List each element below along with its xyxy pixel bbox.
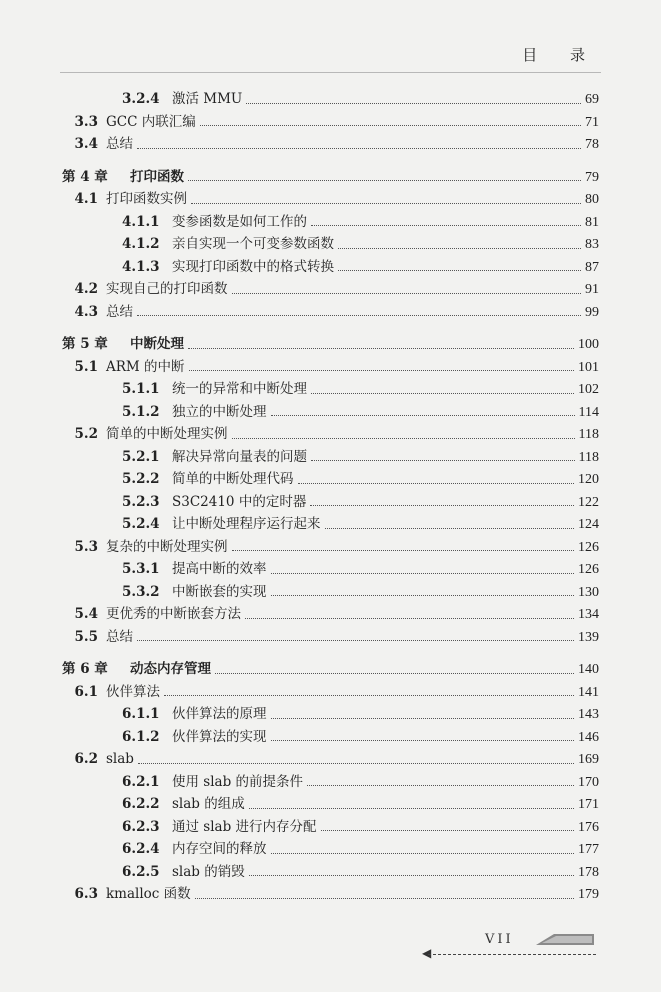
toc-entry-number: 4.1.3 <box>122 258 160 275</box>
toc-entry[interactable] <box>62 166 599 188</box>
toc-entry-page: 118 <box>578 427 599 442</box>
toc-entry[interactable] <box>122 816 599 838</box>
toc-entry-page: 171 <box>578 797 599 812</box>
toc-entry-page: 146 <box>578 729 599 745</box>
toc-entry[interactable] <box>122 726 599 748</box>
dot-leader <box>271 415 575 416</box>
dot-leader <box>321 830 574 831</box>
toc-entry-number: 4.1 <box>74 191 98 207</box>
toc-entry-title: 总结 <box>106 136 133 152</box>
toc-entry[interactable] <box>122 211 599 233</box>
toc-entry-page: 178 <box>578 864 599 880</box>
toc-entry-page: 139 <box>578 629 599 645</box>
toc-entry[interactable] <box>62 626 599 648</box>
toc-entry-title: 总结 <box>106 303 133 320</box>
toc-entry-title: 变参函数是如何工作的 <box>172 213 307 230</box>
toc-entry-title: 中断嵌套的实现 <box>172 583 267 600</box>
toc-entry-title: 总结 <box>106 628 133 645</box>
toc-entry[interactable] <box>122 378 599 400</box>
toc-entry[interactable] <box>122 838 599 860</box>
dot-leader <box>338 270 581 271</box>
toc-entry[interactable] <box>62 748 599 770</box>
page-header: 目 录 <box>522 46 599 64</box>
dot-leader <box>311 225 581 226</box>
header-rule <box>60 72 601 73</box>
toc-entry-number: 6.2.3 <box>122 818 160 835</box>
toc-entry[interactable] <box>62 278 599 300</box>
toc-entry-number: 6.1.2 <box>122 728 160 745</box>
toc-entry[interactable] <box>122 581 599 603</box>
dot-leader <box>307 785 574 786</box>
toc-entry-number: 4.1.1 <box>122 213 160 230</box>
toc-entry-title: 使用 slab 的前提条件 <box>172 773 304 790</box>
toc-entry-page: 130 <box>578 584 599 600</box>
dot-leader <box>137 640 574 641</box>
toc-entry-number: 第 4 章 <box>62 168 108 185</box>
toc-entry-page: 114 <box>578 404 599 420</box>
toc-entry[interactable] <box>122 491 599 513</box>
dot-leader <box>249 875 574 876</box>
toc-entry-title: S3C2410 中的定时器 <box>172 493 307 510</box>
toc-entry-number: 5.3.1 <box>122 561 160 577</box>
toc-entry[interactable] <box>122 256 599 278</box>
dot-leader <box>232 293 582 294</box>
toc-entry-page: 80 <box>585 192 599 207</box>
toc-entry-page: 120 <box>578 472 599 487</box>
toc-entry[interactable] <box>122 401 599 423</box>
dot-leader <box>271 740 575 741</box>
toc-entry-page: 122 <box>578 494 599 510</box>
dot-leader <box>311 460 575 461</box>
toc-entry[interactable] <box>122 88 599 110</box>
toc-entry-number: 5.5 <box>74 628 98 645</box>
dot-leader <box>137 148 581 149</box>
toc-entry[interactable] <box>62 301 599 323</box>
toc-entry-number: 4.3 <box>74 303 98 320</box>
toc-entry-page: 177 <box>578 842 599 857</box>
toc-entry-number: 6.2.4 <box>122 841 160 857</box>
toc-entry-title: 内存空间的释放 <box>172 841 267 857</box>
toc-entry-title: 统一的异常和中断处理 <box>172 381 307 397</box>
toc-entry[interactable] <box>122 703 599 725</box>
page-number-label: VII <box>485 932 514 947</box>
toc-entry-number: 第 6 章 <box>62 661 108 677</box>
dot-leader <box>271 595 575 596</box>
dot-leader <box>215 673 574 674</box>
toc-entry-title: 实现自己的打印函数 <box>106 281 228 297</box>
toc-entry-page: 143 <box>578 707 599 722</box>
dot-leader <box>271 573 575 574</box>
toc-entry-number: 6.2.2 <box>122 796 160 812</box>
toc-entry-title: 简单的中断处理代码 <box>172 471 294 487</box>
toc-entry-title: 伙伴算法的实现 <box>172 728 267 745</box>
toc-entry-number: 6.1 <box>74 683 98 700</box>
toc-entry-page: 126 <box>578 562 599 577</box>
footer-arrow-icon: ◀ <box>422 946 432 960</box>
toc-entry[interactable] <box>62 111 599 133</box>
toc-entry-title: 简单的中断处理实例 <box>106 426 228 442</box>
toc-entry[interactable] <box>122 513 599 535</box>
toc-entry-number: 3.2.4 <box>122 91 160 107</box>
dot-leader <box>271 718 575 719</box>
toc-entry-number: 5.2 <box>74 426 98 442</box>
toc-entry[interactable] <box>122 861 599 883</box>
dot-leader <box>195 898 574 899</box>
toc-entry-number: 5.1.1 <box>122 381 160 397</box>
toc-entry-page: 71 <box>585 114 599 130</box>
dot-leader <box>298 483 575 484</box>
toc-entry[interactable] <box>122 233 599 255</box>
dot-leader <box>138 763 574 764</box>
dot-leader <box>188 348 574 349</box>
toc-entry-page: 118 <box>578 449 599 465</box>
toc-entry-page: 100 <box>578 337 599 352</box>
toc-entry-number: 5.2.2 <box>122 471 160 487</box>
toc-entry-title: 伙伴算法 <box>106 683 160 700</box>
dot-leader <box>232 438 575 439</box>
toc-entry-number: 5.2.3 <box>122 493 160 510</box>
toc-entry-page: 170 <box>578 774 599 790</box>
toc-entry-number: 6.3 <box>74 886 98 902</box>
toc-entry-title: 动态内存管理 <box>130 661 211 677</box>
toc-entry-title: slab 的销毁 <box>172 863 245 880</box>
toc-entry-title: GCC 内联汇编 <box>106 113 196 130</box>
dot-leader <box>310 505 574 506</box>
toc-entry-page: 69 <box>585 92 599 107</box>
toc-entry-title: 通过 slab 进行内存分配 <box>172 818 317 835</box>
toc-entry-number: 5.3.2 <box>122 583 160 600</box>
toc-entry-title: ARM 的中断 <box>106 358 185 375</box>
toc-entry-page: 176 <box>578 819 599 835</box>
toc-entry-number: 5.2.1 <box>122 448 160 465</box>
toc-entry-title: 激活 MMU <box>172 91 243 107</box>
toc-entry-number: 5.1 <box>74 358 98 375</box>
toc-entry-page: 102 <box>578 382 599 397</box>
toc-entry-page: 87 <box>585 259 599 275</box>
toc-entry-page: 78 <box>585 137 599 152</box>
toc-entry-number: 4.2 <box>74 281 98 297</box>
toc-entry-title: slab 的组成 <box>172 796 245 812</box>
toc-entry-page: 134 <box>578 607 599 622</box>
toc-entry-title: slab <box>106 751 134 767</box>
toc-entry-title: 亲自实现一个可变参数函数 <box>172 236 334 252</box>
toc-entry[interactable] <box>122 558 599 580</box>
dot-leader <box>189 370 574 371</box>
toc-entry-title: 让中断处理程序运行起来 <box>172 516 321 532</box>
toc-entry[interactable] <box>62 133 599 155</box>
toc-entry-number: 4.1.2 <box>122 236 160 252</box>
toc-entry[interactable] <box>122 771 599 793</box>
footer-rule <box>428 954 596 955</box>
dot-leader <box>245 618 574 619</box>
toc-entry-number: 6.2.5 <box>122 863 160 880</box>
dot-leader <box>191 203 581 204</box>
toc-entry[interactable] <box>62 603 599 625</box>
toc-entry-page: 126 <box>578 539 599 555</box>
dot-leader <box>164 695 574 696</box>
toc-entry[interactable] <box>122 446 599 468</box>
toc-entry-page: 79 <box>585 169 599 185</box>
toc-entry-page: 141 <box>578 684 599 700</box>
dot-leader <box>232 550 575 551</box>
toc-entry-number: 3.3 <box>74 113 98 130</box>
dot-leader <box>271 853 575 854</box>
dot-leader <box>200 125 581 126</box>
toc-entry-title: 中断处理 <box>130 336 184 352</box>
toc-entry[interactable] <box>62 333 599 355</box>
toc-entry-title: kmalloc 函数 <box>106 886 191 902</box>
toc-entry-title: 解决异常向量表的问题 <box>172 448 307 465</box>
toc-entry-page: 179 <box>578 887 599 902</box>
toc-entry-page: 91 <box>585 282 599 297</box>
toc-entry-title: 复杂的中断处理实例 <box>106 538 228 555</box>
toc-entry-title: 打印函数 <box>130 168 184 185</box>
toc-entry-title: 打印函数实例 <box>106 191 187 207</box>
toc-entry-page: 99 <box>585 304 599 320</box>
toc-entry-page: 124 <box>578 517 599 532</box>
toc-entry-number: 6.1.1 <box>122 706 160 722</box>
toc-entry-number: 6.2.1 <box>122 773 160 790</box>
dot-leader <box>338 248 581 249</box>
toc-entry-number: 第 5 章 <box>62 336 108 352</box>
toc-entry[interactable] <box>62 883 599 905</box>
toc-entry-page: 140 <box>578 662 599 677</box>
toc-entry-title: 更优秀的中断嵌套方法 <box>106 606 241 622</box>
toc-entry-number: 5.3 <box>74 538 98 555</box>
dot-leader <box>246 103 581 104</box>
toc-entry-title: 伙伴算法的原理 <box>172 706 267 722</box>
dot-leader <box>249 808 574 809</box>
toc-entry[interactable] <box>62 356 599 378</box>
dot-leader <box>325 528 575 529</box>
toc-entry-page: 81 <box>585 214 599 230</box>
toc-entry-title: 实现打印函数中的格式转换 <box>172 258 334 275</box>
toc-entry-number: 3.4 <box>74 136 98 152</box>
toc-entry-number: 6.2 <box>74 751 98 767</box>
footer-ornament-icon <box>534 930 596 946</box>
toc-entry-title: 提高中断的效率 <box>172 561 267 577</box>
toc-entry[interactable] <box>62 658 599 680</box>
toc-entry[interactable] <box>62 423 599 445</box>
toc-entry[interactable] <box>122 468 599 490</box>
toc-entry[interactable] <box>62 536 599 558</box>
toc-entry[interactable] <box>62 681 599 703</box>
toc-entry-page: 101 <box>578 359 599 375</box>
toc-entry-number: 5.2.4 <box>122 516 160 532</box>
dot-leader <box>188 180 581 181</box>
toc-entry[interactable] <box>122 793 599 815</box>
dot-leader <box>137 315 581 316</box>
toc-entry-number: 5.4 <box>74 606 98 622</box>
toc-entry-page: 83 <box>585 237 599 252</box>
dot-leader <box>311 393 574 394</box>
toc-entry-title: 独立的中断处理 <box>172 403 267 420</box>
toc-entry-number: 5.1.2 <box>122 403 160 420</box>
toc-entry[interactable] <box>62 188 599 210</box>
toc-entry-page: 169 <box>578 752 599 767</box>
